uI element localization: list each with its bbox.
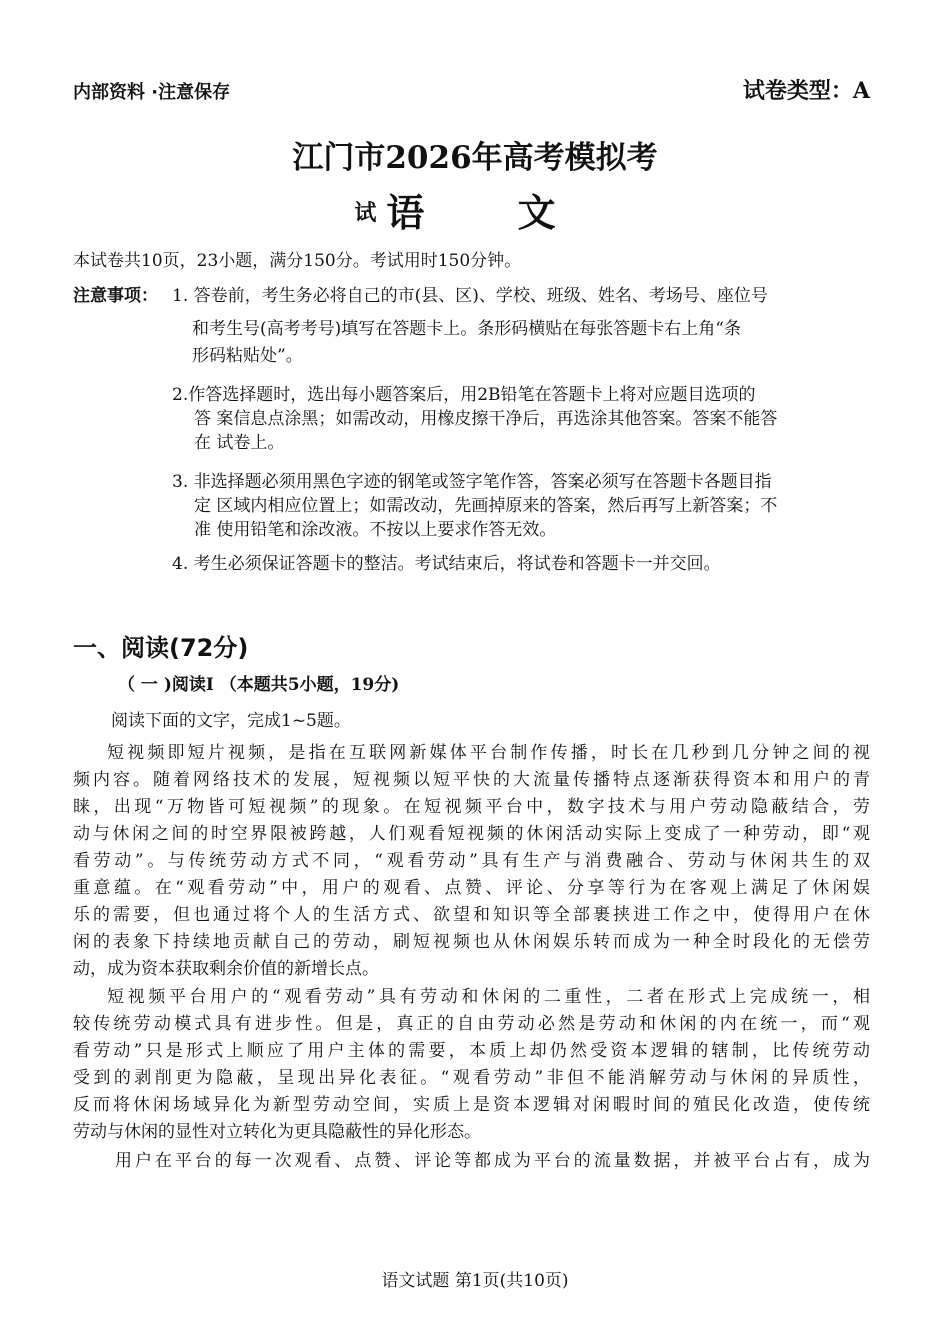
part-title: （ 一 )阅读Ⅰ （本题共5小题，19分) [118, 675, 400, 695]
passage-line: 频内容。随着网络技术的发展，短视频以短平快的大流量传播特点逐渐获得资本和用户的青 [73, 770, 870, 790]
passage-line: 劳动与休闲的显性对立转化为更具隐蔽性的异化形态。 [73, 1122, 481, 1142]
notice-item-1-line-2: 和考生号(高考考号)填写在答题卡上。条形码横贴在每张答题卡右上角“条 [192, 319, 741, 339]
passage-line: 较传统劳动模式具有进步性。但是，真正的自由劳动必然是劳动和休闲的内在统一，而“观 [73, 1014, 870, 1034]
notice-item-1-line-1: 1. 答卷前，考生务必将自己的市(县、区)、学校、班级、姓名、考场号、座位号 [172, 286, 768, 306]
subject-heading [0, 182, 950, 237]
reading-instruction: 阅读下面的文字，完成1~5题。 [111, 711, 351, 731]
passage-line: 动与休闲之间的时空界限被跨越，人们观看短视频的休闲活动实际上变成了一种劳动，即“观 [73, 824, 870, 844]
notice-item-3-line-2: 定 区域内相应位置上；如需改动，先画掉原来的答案，然后再写上新答案；不 [194, 496, 778, 516]
page-footer: 语文试题 第1页(共10页) [381, 1271, 569, 1291]
passage-paragraph-2 [73, 984, 870, 1146]
passage-line: 反而将休闲场域异化为新型劳动空间，实质上是资本逻辑对闲暇时间的殖民化改造，使传统 [73, 1095, 870, 1115]
passage-line: 睐，出现“万物皆可短视频”的现象。在短视频平台中，数字技术与用户劳动隐蔽结合，劳 [73, 797, 870, 817]
passage-line: 受到的剥削更为隐蔽，呈现出异化表征。“观看劳动”非但不能消解劳动与休闲的异质性， [73, 1068, 870, 1088]
passage-line: 短视频即短片视频，是指在互联网新媒体平台制作传播，时长在几秒到几分钟之间的视 [107, 743, 870, 763]
section-title: 一、阅读(72分) [73, 634, 249, 662]
header-confidential-label: 内部资料 ·注意保存 [73, 82, 231, 103]
passage-line: 用户在平台的每一次观看、点赞、评论等都成为平台的流量数据，并被平台占有，成为 [115, 1151, 870, 1171]
passage-line: 闲的表象下持续地贡献自己的劳动，刷短视频也从休闲娱乐转而成为一种全时段化的无偿劳 [73, 932, 870, 952]
notice-item-2-line-1: 2.作答选择题时，选出每小题答案后，用2B铅笔在答题卡上将对应题目选项的 [172, 385, 756, 405]
passage-paragraph-1 [73, 740, 870, 983]
passage-line: 乐的需要，但也通过将个人的生活方式、欲望和知识等全部裹挟进工作之中，使得用户在休 [73, 905, 870, 925]
passage-paragraph-3 [73, 1148, 870, 1175]
notice-item-4 [172, 552, 872, 576]
notice-label: 注意事项： [73, 286, 158, 306]
notice-item-4-line-1: 4. 考生必须保证答题卡的整洁。考试结束后，将试卷和答题卡一并交回。 [172, 554, 721, 574]
exam-title: 江门市2026年高考模拟考 [292, 140, 658, 176]
notice-item-2-line-3: 在 试卷上。 [194, 433, 285, 453]
subject-prefix: 试 [354, 200, 377, 226]
exam-intro: 本试卷共10页，23小题，满分150分。考试用时150分钟。 [73, 251, 522, 271]
notice-item-2 [172, 383, 872, 455]
subject-name: 语 文 [386, 190, 596, 235]
header-paper-type: 试卷类型：A [742, 78, 870, 104]
passage-line: 短视频平台用户的“观看劳动”具有劳动和休闲的二重性，二者在形式上完成统一，相 [107, 987, 870, 1007]
notice-item-3-line-3: 准 使用铅笔和涂改液。不按以上要求作答无效。 [194, 520, 557, 540]
passage-line: 重意蕴。在“观看劳动”中，用户的观看、点赞、评论、分享等行为在客观上满足了休闲娱 [73, 878, 870, 898]
passage-line: 动，成为资本获取剩余价值的新增长点。 [73, 959, 379, 979]
passage-line: 看劳动”。与传统劳动方式不同，“观看劳动”具有生产与消费融合、劳动与休闲共生的双 [73, 851, 870, 871]
notice-item-3-line-1: 3. 非选择题必须用黑色字迹的钢笔或签字笔作答，答案必须写在答题卡各题目指 [172, 472, 772, 492]
notice-item-1-line-3: 形码粘贴处”。 [192, 346, 303, 366]
notice-item-3 [172, 470, 872, 542]
notice-item-2-line-2: 答 案信息点涂黑；如需改动，用橡皮擦干净后，再选涂其他答案。答案不能答 [194, 409, 778, 429]
passage-line: 看劳动”只是形式上顺应了用户主体的需要，本质上却仍然受资本逻辑的辖制，比传统劳动 [73, 1041, 870, 1061]
